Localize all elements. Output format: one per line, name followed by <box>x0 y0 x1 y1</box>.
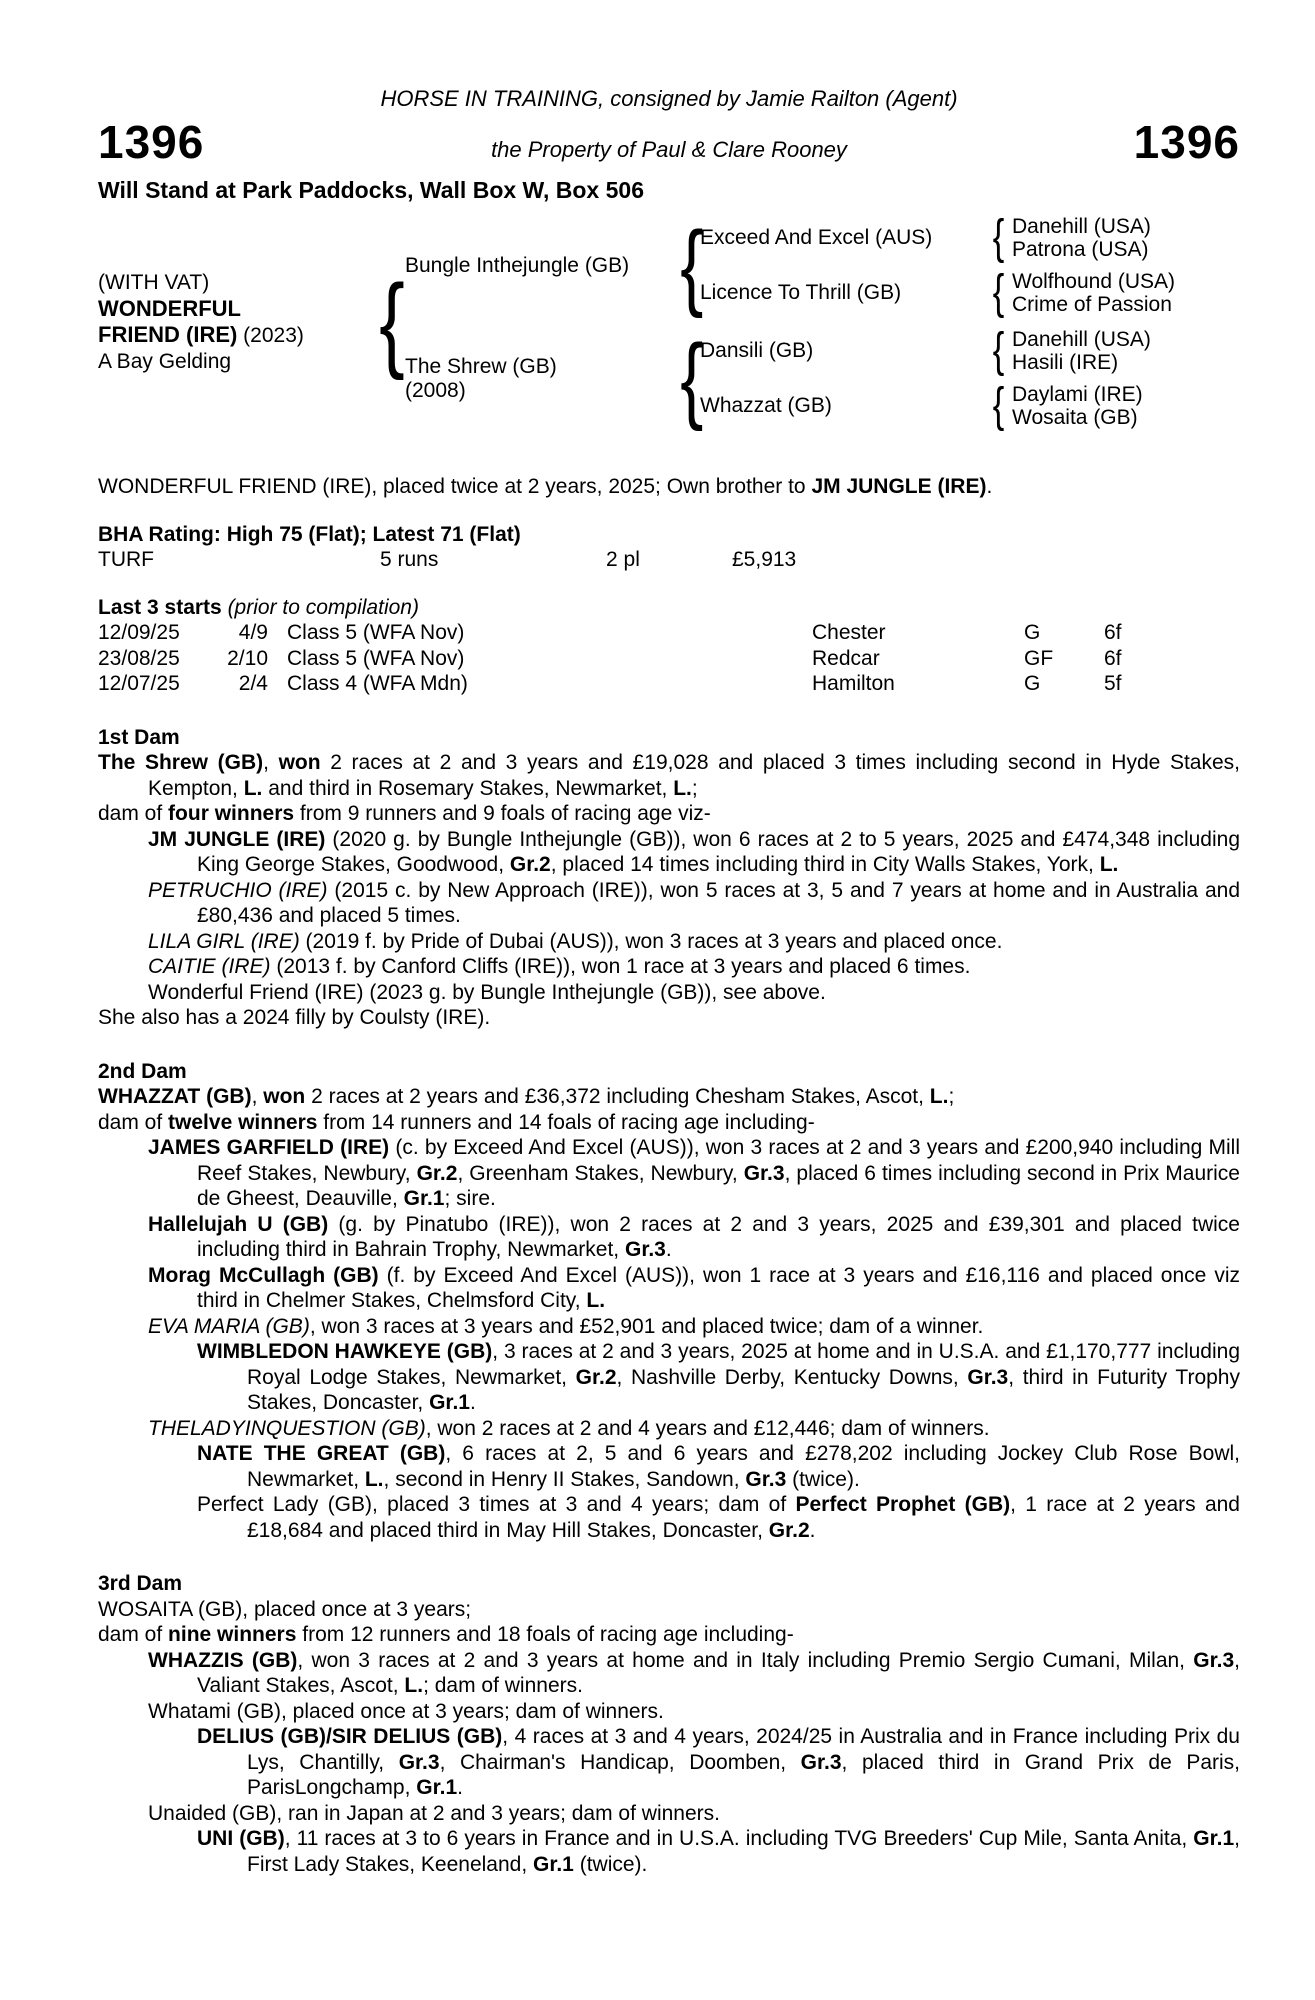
text-run: Gr.3 <box>624 1238 666 1261</box>
text-run: Gr.1 <box>416 1776 458 1799</box>
race-record-paragraph <box>98 474 1240 500</box>
pedigree-brace-small: { <box>992 379 1005 432</box>
stand-location-line: Will Stand at Park Paddocks, Wall Box W, Box 506 <box>98 177 644 203</box>
text-run: Gr.3 <box>745 1467 787 1491</box>
text-run: , First Lady Stakes, Keeneland, <box>247 1827 1240 1876</box>
text-run: Morag McCullagh (GB) <box>148 1263 379 1287</box>
venue: Hamilton <box>812 672 895 695</box>
turf-summary-row <box>98 547 1240 573</box>
section-2nd-dam <box>98 1059 1240 1544</box>
text-run: The Shrew (GB) <box>98 751 264 774</box>
text-run: Gr.2 <box>768 1518 810 1542</box>
text-run: JM JUNGLE (IRE) <box>148 827 326 851</box>
horse-name: FRIEND (IRE) <box>98 321 238 347</box>
distance: 5f <box>1104 672 1122 695</box>
text-run: UNI (GB) <box>197 1827 285 1850</box>
paternal-grandsire: Exceed And Excel (AUS) <box>700 226 933 250</box>
text-run: WHAZZAT (GB) <box>98 1085 252 1108</box>
great-grandparent: Patrona (USA) <box>1012 238 1149 261</box>
granddam-group <box>700 379 1240 432</box>
sire-name: Bungle Inthejungle (GB) <box>405 253 630 277</box>
pedigree-paragraph <box>98 1699 1240 1725</box>
text-run: (2019 f. by Pride of Dubai (AUS)), won 3 races at 3 years and placed once. <box>299 929 1003 953</box>
text-run: nine winners <box>168 1623 297 1646</box>
text-run: Perfect Prophet (GB) <box>795 1493 1011 1516</box>
text-run: Gr.1 <box>403 1187 445 1210</box>
horse-name-line2 <box>98 322 375 349</box>
text-run: ; <box>691 776 698 800</box>
horse-name-line1: WONDERFUL <box>98 295 241 321</box>
text-run: Gr.3 <box>398 1750 440 1774</box>
going: G <box>1024 672 1041 695</box>
text-run: WHAZZIS (GB) <box>148 1648 298 1672</box>
text-run: 2 races at 2 and 3 years and £19,028 and placed 3 times including second in Hyde Stakes, Kempton, <box>148 751 1240 800</box>
text-run: CAITIE (IRE) <box>148 955 271 978</box>
start-row <box>98 671 1240 697</box>
dam-group <box>405 324 1240 432</box>
text-run: , 1 race at 2 years and £18,684 and placed third in May Hill Stakes, Doncaster, <box>247 1493 1240 1542</box>
race-class: Class 5 (WFA Nov) <box>287 621 465 644</box>
section-heading: 2nd Dam <box>98 1059 187 1083</box>
section-1st-dam <box>98 725 1240 1031</box>
text-run: (2015 c. by New Approach (IRE)), won 5 races at 3, 5 and 7 years at home and in Australia and £80,436 and placed 5 times. <box>197 878 1241 927</box>
great-grandparents <box>1012 215 1240 261</box>
pedigree-paragraph <box>98 827 1240 878</box>
text-run: , third in Futurity Trophy Stakes, Doncaster, <box>247 1365 1240 1414</box>
surface-label: TURF <box>98 548 154 571</box>
pedigree-paragraph <box>98 878 1240 929</box>
text-run: L. <box>404 1674 424 1697</box>
pedigree-paragraph <box>98 1135 1240 1212</box>
text-run: , Chairman's Handicap, Doomben, <box>439 1750 801 1774</box>
text-run: . <box>809 1518 816 1542</box>
pedigree-paragraph <box>98 1801 1240 1827</box>
great-grandparent: Daylami (IRE) <box>1012 383 1143 406</box>
consignment-line: HORSE IN TRAINING, consigned by Jamie Railton (Agent) <box>380 86 958 111</box>
lot-number-right: 1396 <box>1133 116 1240 168</box>
horse-identity-block <box>98 270 375 375</box>
text-run: , 3 races at 2 and 3 years, 2025 at home and in U.S.A. and £1,170,777 including Royal Lodge Stakes, Newmarket, <box>247 1340 1241 1389</box>
text-run: Whatami (GB), placed once at 3 years; dam of winners. <box>148 1699 664 1723</box>
text-run: Last 3 starts <box>98 595 228 619</box>
vat-note: (WITH VAT) <box>98 270 210 294</box>
text-run: . <box>457 1776 463 1799</box>
text-run: , placed 6 times including second in Prix Maurice de Gheest, Deauville, <box>197 1161 1240 1210</box>
distance: 6f <box>1104 646 1122 670</box>
great-grandparents <box>1012 383 1240 429</box>
text-run: , won 3 races at 2 and 3 years at home and in Italy including Premio Sergio Cumani, Milan, <box>297 1648 1194 1672</box>
pedigree-paragraph <box>98 1110 1240 1136</box>
text-run: Gr.3 <box>967 1365 1009 1389</box>
last-3-starts-heading <box>98 595 1240 621</box>
section-3rd-dam <box>98 1571 1240 1877</box>
text-run: L. <box>364 1467 384 1491</box>
text-run: LILA GIRL (IRE) <box>148 929 300 953</box>
venue: Chester <box>812 621 886 644</box>
pedigree-paragraph <box>98 1416 1240 1442</box>
text-run: (prior to compilation) <box>227 595 419 619</box>
text-run: (2020 g. by Bungle Inthejungle (GB)), won 6 races at 2 to 5 years, 2025 and £474,348 including King George Stakes, Goodwood, <box>197 827 1240 876</box>
text-run: and third in Rosemary Stakes, Newmarket, <box>262 776 674 800</box>
text-run: , 11 races at 3 to 6 years in France and in U.S.A. including TVG Breeders' Cup Mile, Santa Anita, <box>284 1827 1194 1850</box>
great-grandparents <box>1012 328 1240 374</box>
earnings-value: £5,913 <box>732 548 797 571</box>
text-run: NATE THE GREAT (GB) <box>197 1442 446 1465</box>
pedigree-paragraph <box>98 1648 1240 1699</box>
distance: 6f <box>1104 621 1122 644</box>
lot-header <box>98 116 1240 168</box>
text-run: , <box>263 751 279 774</box>
great-grandparent: Danehill (USA) <box>1012 328 1151 351</box>
going: GF <box>1024 646 1054 670</box>
dam-year: (2008) <box>405 378 466 402</box>
text-run: THELADYINQUESTION (GB) <box>148 1416 426 1440</box>
lot-number-left: 1396 <box>98 116 205 168</box>
text-run: (2013 f. by Canford Cliffs (IRE)), won 1 race at 3 years and placed 6 times. <box>270 955 971 978</box>
text-run: L. <box>586 1289 606 1312</box>
dam-name-text: The Shrew (GB) <box>405 354 557 378</box>
pedigree-paragraph <box>98 1314 1240 1340</box>
text-run: JM JUNGLE (IRE) <box>811 475 987 498</box>
pedigree-paragraph <box>98 750 1240 801</box>
text-run: four winners <box>168 802 295 825</box>
foal-year: (2023) <box>243 323 304 347</box>
section-heading: 3rd Dam <box>98 1572 183 1595</box>
pedigree-brace-lot: { <box>379 263 405 381</box>
text-run: dam of <box>98 1110 169 1134</box>
great-grandparent: Wosaita (GB) <box>1012 406 1138 429</box>
pedigree-paragraph <box>98 1724 1240 1801</box>
text-run: , second in Henry II Stakes, Sandown, <box>383 1467 746 1491</box>
text-run: Gr.1 <box>429 1391 470 1414</box>
text-run: , placed 14 times including third in City Walls Stakes, York, <box>550 853 1100 876</box>
grandsire-group <box>700 324 1240 377</box>
dam-parents <box>700 324 1240 432</box>
text-run: , 6 races at 2, 5 and 6 years and £278,202 including Jockey Club Rose Bowl, Newmarket, <box>247 1442 1240 1491</box>
pedigree-paragraph <box>98 929 1240 955</box>
text-run: , 4 races at 3 and 4 years, 2024/25 in Australia and in France including Prix du Lys, Chantilly, <box>247 1725 1240 1774</box>
text-run: She also has a 2024 filly by Coulsty (IRE). <box>98 1006 491 1029</box>
section-body <box>98 1084 1240 1543</box>
section-body <box>98 1597 1240 1878</box>
granddam-group <box>700 266 1240 319</box>
text-run: Gr.3 <box>1193 1648 1235 1672</box>
great-grandparent: Crime of Passion <box>1012 293 1172 316</box>
text-run: , won 3 races at 3 years and £52,901 and placed twice; dam of a winner. <box>309 1314 984 1338</box>
text-run: (twice). <box>786 1467 860 1491</box>
pedigree-paragraph <box>98 801 1240 827</box>
text-run: ; dam of winners. <box>423 1674 583 1697</box>
section-body <box>98 750 1240 1031</box>
text-run: Gr.2 <box>575 1365 617 1389</box>
finish-position: 2/10 <box>227 646 268 670</box>
grandsire-group <box>700 211 1240 264</box>
text-run: L. <box>673 776 692 800</box>
pedigree-paragraph <box>98 1005 1240 1031</box>
text-run: Gr.2 <box>509 853 551 876</box>
text-run: from 12 runners and 18 foals of racing age including- <box>296 1623 794 1646</box>
text-run: , Greenham Stakes, Newbury, <box>457 1161 744 1185</box>
finish-position: 2/4 <box>238 672 268 695</box>
text-run: PETRUCHIO (IRE) <box>148 878 328 902</box>
going: G <box>1024 621 1041 644</box>
pedigree-brace-sire: { <box>680 211 704 319</box>
text-run: won <box>278 751 321 774</box>
text-run: , Valiant Stakes, Ascot, <box>197 1648 1240 1697</box>
text-run: , Nashville Derby, Kentucky Downs, <box>616 1365 968 1389</box>
text-run: Hallelujah U (GB) <box>148 1212 329 1236</box>
text-run: , won 2 races at 2 and 4 years and £12,446; dam of winners. <box>425 1416 990 1440</box>
text-run: Unaided (GB), ran in Japan at 2 and 3 years; dam of winners. <box>148 1801 720 1825</box>
pedigree-brace-small: { <box>992 211 1005 264</box>
text-run: Gr.3 <box>743 1161 785 1185</box>
finish-position: 4/9 <box>238 621 268 644</box>
paternal-granddam: Licence To Thrill (GB) <box>700 281 902 305</box>
text-run: from 14 runners and 14 foals of racing age including- <box>317 1110 815 1134</box>
pedigree-brace-dam: { <box>680 324 704 432</box>
text-run: won <box>263 1085 306 1108</box>
text-run: Gr.1 <box>533 1852 574 1876</box>
great-grandparents <box>1012 270 1240 316</box>
text-run: DELIUS (GB)/SIR DELIUS (GB) <box>197 1725 503 1748</box>
sire-group <box>405 211 1240 319</box>
text-run: , placed third in Grand Prix de Paris, ParisLongchamp, <box>247 1750 1241 1799</box>
start-date: 12/09/25 <box>98 621 180 644</box>
sire-parents <box>700 211 1240 319</box>
venue: Redcar <box>812 646 880 670</box>
text-run: WONDERFUL FRIEND (IRE), placed twice at 2 years, 2025; Own brother to <box>98 475 812 498</box>
maternal-granddam: Whazzat (GB) <box>700 394 832 418</box>
start-date: 23/08/25 <box>98 646 180 670</box>
text-run: Gr.2 <box>416 1161 458 1185</box>
text-run: ; sire. <box>444 1187 496 1210</box>
text-run: twelve winners <box>168 1110 318 1134</box>
pedigree-tree <box>405 211 1240 432</box>
pedigree-paragraph <box>98 954 1240 980</box>
start-row <box>98 646 1240 672</box>
text-run: L. <box>243 776 263 800</box>
pedigree-paragraph <box>98 1597 1240 1623</box>
pedigree-paragraph <box>98 1492 1240 1543</box>
pedigree-table <box>98 211 1240 432</box>
pedigree-paragraph <box>98 980 1240 1006</box>
pedigree-paragraph <box>98 1212 1240 1263</box>
bha-rating-line: BHA Rating: High 75 (Flat); Latest 71 (Flat) <box>98 522 521 546</box>
great-grandparent: Wolfhound (USA) <box>1012 270 1176 293</box>
pedigree-paragraph <box>98 1441 1240 1492</box>
text-run: Gr.1 <box>1193 1827 1235 1850</box>
text-run: . <box>665 1238 672 1261</box>
text-run: (g. by Pinatubo (IRE)), won 2 races at 2 and 3 years, 2025 and £39,301 and placed twice including third in Bahrain Trophy, Newmarket, <box>197 1212 1240 1261</box>
start-row <box>98 620 1240 646</box>
great-grandparent: Hasili (IRE) <box>1012 351 1119 374</box>
text-run: (f. by Exceed And Excel (AUS)), won 1 race at 3 years and £16,116 and placed once viz third in Chelmer Stakes, Chelmsford City, <box>197 1263 1240 1312</box>
pedigree-paragraph <box>98 1084 1240 1110</box>
text-run: Wonderful Friend (IRE) (2023 g. by Bungle Inthejungle (GB)), see above. <box>148 980 826 1004</box>
text-run: ; <box>948 1085 955 1108</box>
property-line: the Property of Paul & Clare Rooney <box>491 137 847 162</box>
text-run: , <box>251 1085 264 1108</box>
start-date: 12/07/25 <box>98 672 180 695</box>
text-run: from 9 runners and 9 foals of racing age viz- <box>294 802 711 825</box>
text-run: . <box>469 1391 476 1414</box>
text-run: dam of <box>98 802 169 825</box>
pedigree-paragraph <box>98 1826 1240 1877</box>
dam-name <box>405 355 677 403</box>
last-3-starts <box>98 595 1240 697</box>
text-run: JAMES GARFIELD (IRE) <box>148 1136 390 1159</box>
text-run: Gr.3 <box>800 1750 842 1774</box>
text-run: . <box>986 475 993 498</box>
pedigree-paragraph <box>98 1339 1240 1416</box>
runs-value: 5 runs <box>380 548 439 571</box>
text-run: (twice). <box>573 1852 648 1876</box>
text-run: WOSAITA (GB), placed once at 3 years; <box>98 1597 472 1621</box>
pedigree-paragraph <box>98 1622 1240 1648</box>
pedigree-paragraph <box>98 1263 1240 1314</box>
horse-description: A Bay Gelding <box>98 349 232 373</box>
text-run: L. <box>929 1085 949 1108</box>
text-run: dam of <box>98 1623 169 1646</box>
maternal-grandsire: Dansili (GB) <box>700 339 814 363</box>
race-class: Class 4 (WFA Mdn) <box>287 672 468 695</box>
race-class: Class 5 (WFA Nov) <box>287 646 465 670</box>
pedigree-brace-small: { <box>992 324 1005 377</box>
text-run: EVA MARIA (GB) <box>148 1314 310 1338</box>
text-run: L. <box>1099 853 1119 876</box>
text-run: WIMBLEDON HAWKEYE (GB) <box>197 1340 493 1363</box>
text-run: Perfect Lady (GB), placed 3 times at 3 and 4 years; dam of <box>197 1493 796 1516</box>
text-run: 2 races at 2 years and £36,372 including Chesham Stakes, Ascot, <box>305 1085 930 1108</box>
text-run: (c. by Exceed And Excel (AUS)), won 3 races at 2 and 3 years and £200,940 including Mill Reef Stakes, Newbury, <box>197 1136 1241 1185</box>
section-heading: 1st Dam <box>98 725 180 749</box>
pedigree-brace-small: { <box>992 266 1005 319</box>
great-grandparent: Danehill (USA) <box>1012 215 1151 238</box>
placed-value: 2 pl <box>606 548 640 571</box>
